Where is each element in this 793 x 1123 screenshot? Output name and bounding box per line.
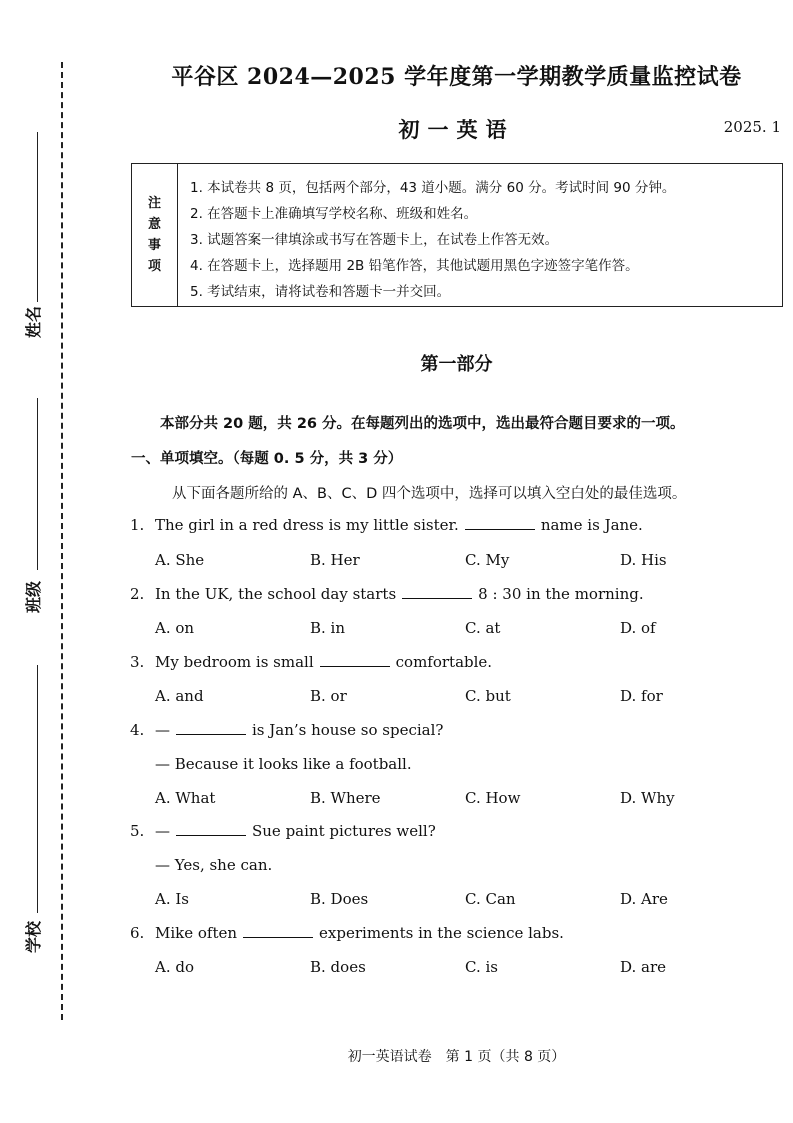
question-1	[130, 516, 643, 534]
question-number: 4.	[130, 721, 145, 739]
option-a[interactable]: A. do	[155, 958, 195, 976]
option-d[interactable]: D. are	[620, 958, 667, 976]
class-label: 班级	[23, 580, 43, 613]
question-number: 2.	[130, 585, 145, 603]
question-stem-before: Mike often	[155, 924, 238, 942]
class-field-line	[37, 398, 38, 570]
question-stem-before: —	[155, 721, 170, 739]
option-b[interactable]: B. Does	[310, 890, 369, 908]
question-2	[130, 585, 644, 603]
option-a[interactable]: A. on	[155, 619, 195, 637]
school-field-line	[37, 665, 38, 913]
name-label: 姓名	[23, 305, 43, 338]
option-a[interactable]: A. She	[155, 551, 205, 569]
option-b[interactable]: B. or	[310, 687, 347, 705]
binding-dashed-line	[61, 62, 63, 1020]
option-b[interactable]: B. does	[310, 958, 366, 976]
option-a[interactable]: A. Is	[155, 890, 189, 908]
question-3	[130, 653, 492, 671]
question-5	[130, 822, 436, 840]
exam-title: 平谷区 2024—2025 学年度第一学期教学质量监控试卷	[171, 64, 742, 90]
notice-label-char: 事	[147, 238, 161, 253]
question-stem-after: name is Jane.	[540, 516, 643, 534]
answer-blank[interactable]	[320, 665, 390, 667]
school-label: 学校	[23, 920, 43, 953]
option-d[interactable]: D. Why	[620, 789, 675, 807]
option-c[interactable]: C. Can	[465, 890, 516, 908]
option-c[interactable]: C. My	[465, 551, 510, 569]
notice-item: 4. 在答题卡上，选择题用 2B 铅笔作答，其他试题用黑色字迹签字笔作答。	[190, 258, 639, 274]
option-a[interactable]: A. and	[155, 687, 204, 705]
question-4-reply: — Because it looks like a football.	[155, 755, 412, 773]
question-number: 5.	[130, 822, 145, 840]
notice-items	[178, 164, 675, 306]
option-d[interactable]: D. of	[620, 619, 656, 637]
question-stem-after: experiments in the science labs.	[319, 924, 564, 942]
exam-date: 2025. 1	[723, 118, 781, 136]
question-number: 3.	[130, 653, 145, 671]
notice-box	[131, 163, 783, 307]
notice-item: 3. 试题答案一律填涂或书写在答题卡上，在试卷上作答无效。	[190, 232, 559, 248]
option-d[interactable]: D. His	[620, 551, 667, 569]
question-4	[130, 721, 443, 739]
question-stem-before: The girl in a red dress is my little sister.	[155, 516, 459, 534]
option-a[interactable]: A. What	[155, 789, 216, 807]
answer-blank[interactable]	[176, 834, 246, 836]
question-number: 6.	[130, 924, 145, 942]
notice-label	[132, 164, 178, 306]
option-d[interactable]: D. Are	[620, 890, 668, 908]
part-title: 第一部分	[420, 354, 493, 375]
option-c[interactable]: C. How	[465, 789, 521, 807]
option-b[interactable]: B. Her	[310, 551, 360, 569]
answer-blank[interactable]	[465, 528, 535, 530]
section-instruction: 从下面各题所给的 A、B、C、D 四个选项中，选择可以填入空白处的最佳选项。	[172, 486, 687, 502]
notice-label-char: 注	[147, 196, 161, 211]
option-b[interactable]: B. Where	[310, 789, 381, 807]
subject-title: 初一英语	[398, 118, 515, 142]
section-title: 一、单项填空。（每题 0. 5 分，共 3 分）	[131, 451, 403, 467]
answer-blank[interactable]	[176, 733, 246, 735]
option-c[interactable]: C. but	[465, 687, 511, 705]
answer-blank[interactable]	[402, 597, 472, 599]
question-stem-after: 8 : 30 in the morning.	[478, 585, 644, 603]
option-b[interactable]: B. in	[310, 619, 346, 637]
name-field-line	[37, 132, 38, 302]
question-stem-before: In the UK, the school day starts	[155, 585, 397, 603]
option-c[interactable]: C. is	[465, 958, 498, 976]
question-6	[130, 924, 564, 942]
notice-item: 5. 考试结束，请将试卷和答题卡一并交回。	[190, 284, 451, 300]
option-c[interactable]: C. at	[465, 619, 501, 637]
question-stem-before: My bedroom is small	[155, 653, 314, 671]
notice-item: 2. 在答题卡上准确填写学校名称、班级和姓名。	[190, 206, 478, 222]
page-footer: 初一英语试卷 第 1 页（共 8 页）	[347, 1049, 566, 1065]
part-description: 本部分共 20 题，共 26 分。在每题列出的选项中，选出最符合题目要求的一项。	[160, 416, 685, 432]
answer-blank[interactable]	[243, 936, 313, 938]
notice-label-char: 项	[147, 259, 161, 274]
question-stem-after: is Jan’s house so special?	[252, 721, 444, 739]
notice-item: 1. 本试卷共 8 页，包括两个部分，43 道小题。满分 60 分。考试时间 90 分钟。	[190, 180, 676, 196]
question-stem-before: —	[155, 822, 170, 840]
question-stem-after: comfortable.	[395, 653, 493, 671]
question-5-reply: — Yes, she can.	[155, 856, 273, 874]
question-stem-after: Sue paint pictures well?	[252, 822, 436, 840]
option-d[interactable]: D. for	[620, 687, 663, 705]
notice-label-char: 意	[147, 217, 161, 232]
question-number: 1.	[130, 516, 145, 534]
